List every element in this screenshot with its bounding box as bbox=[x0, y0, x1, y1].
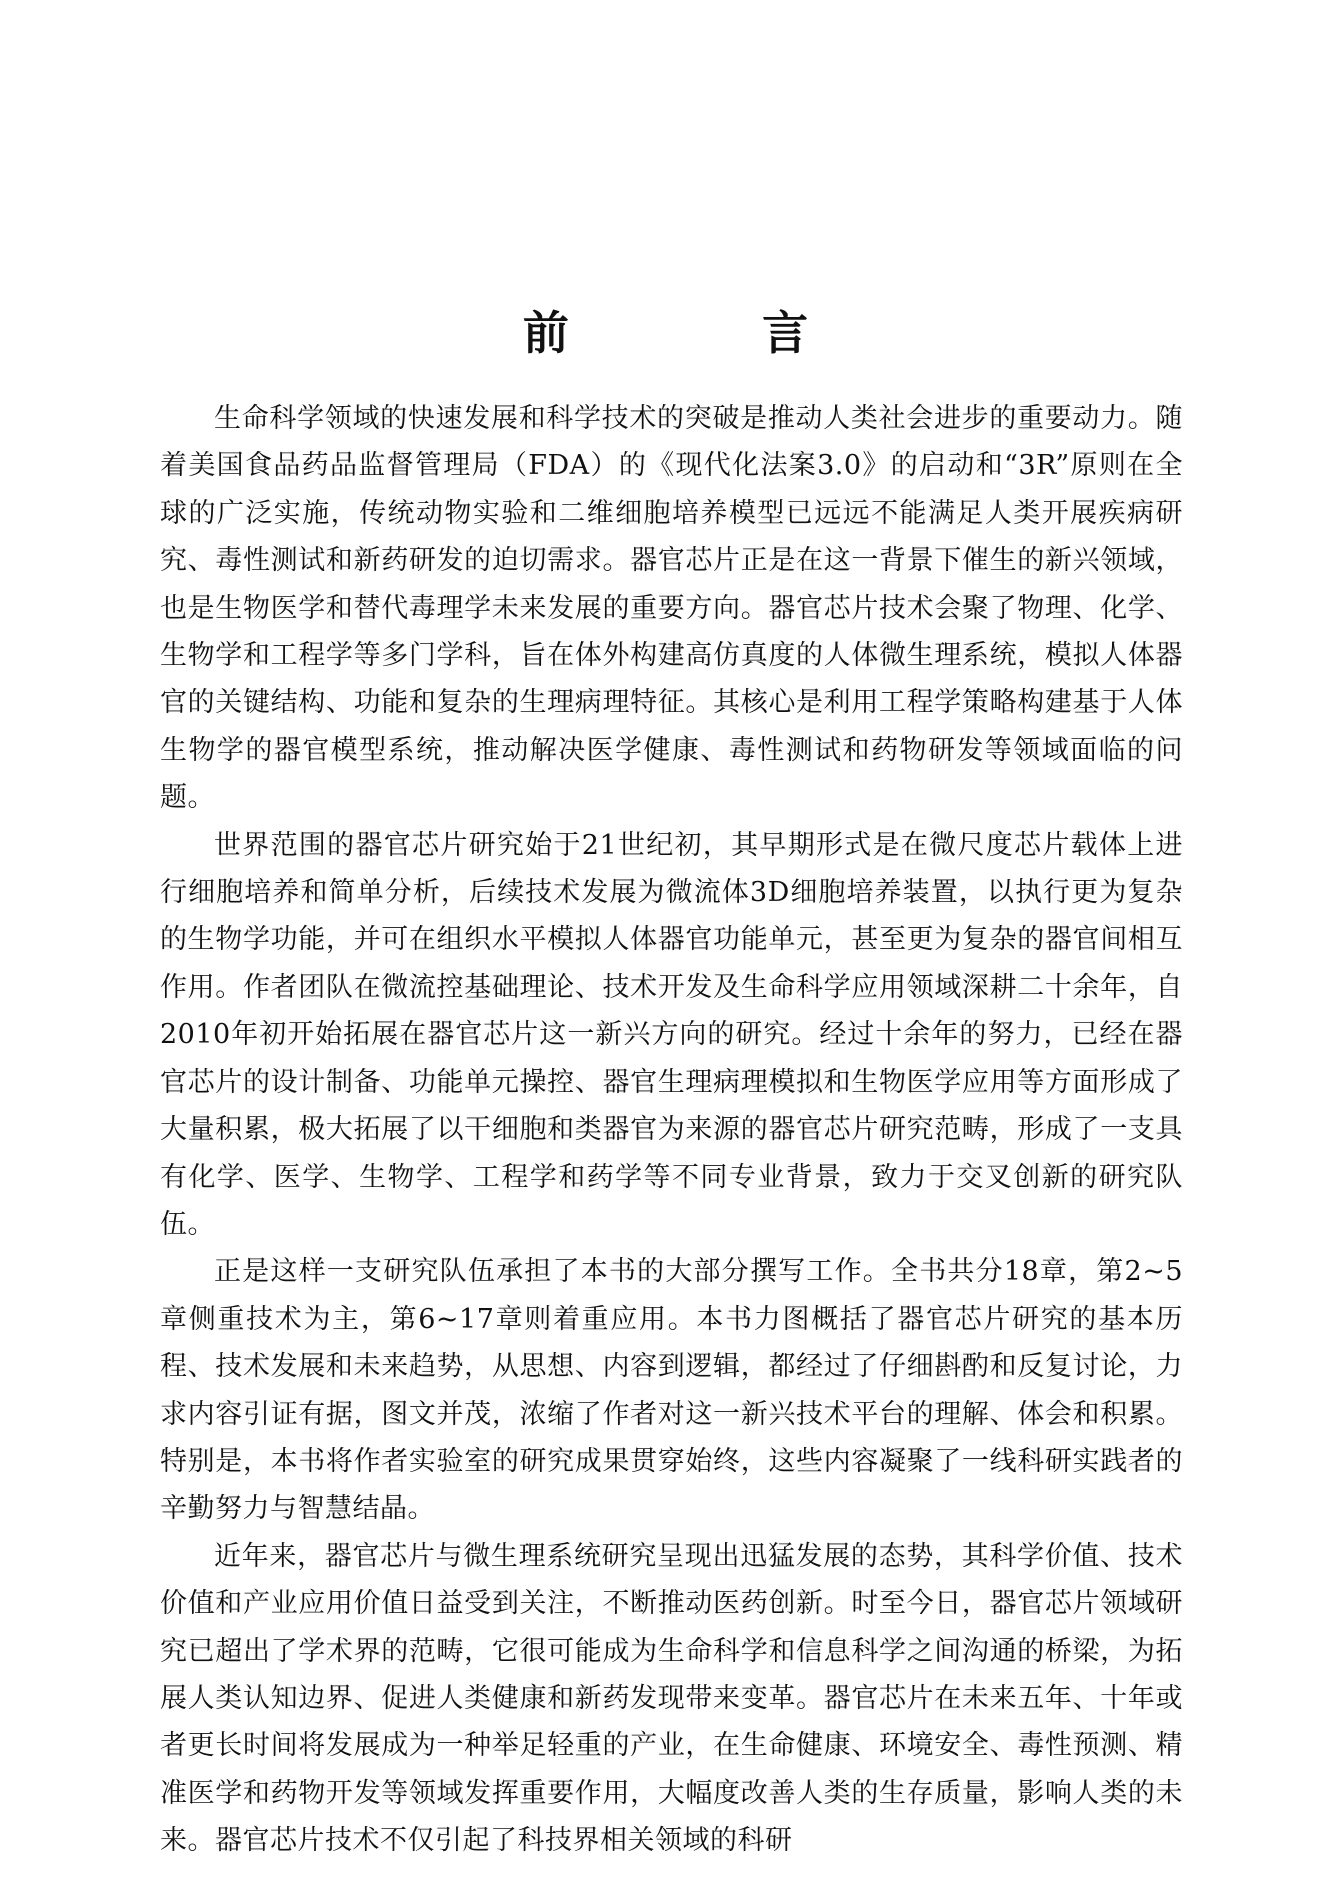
paragraph-4: 近年来，器官芯片与微生理系统研究呈现出迅猛发展的态势，其科学价值、技术价值和产业应用价值日益受到关注，不断推动医药创新。时至今日，器官芯片领域研究已超出了学术界的范畴，它很可能成为生命科学和信息科学之间沟通的桥梁，为拓展人类认知边界、促进人类健康和新药发现带来变革。器官芯片在未来五年、十年或者更长时间将发展成为一种举足轻重的产业，在生命健康、环境安全、毒性预测、精准医学和药物开发等领域发挥重要作用，大幅度改善人类的生存质量，影响人类的未来。器官芯片技术不仅引起了科技界相关领域的科研 bbox=[160, 1540, 1183, 1857]
page-title: 前 言 bbox=[522, 305, 882, 360]
paragraph-2: 世界范围的器官芯片研究始于21世纪初，其早期形式是在微尺度芯片载体上进行细胞培养和简单分析，后续技术发展为微流体3D细胞培养装置，以执行更为复杂的生物学功能，并可在组织水平模拟人体器官功能单元，甚至更为复杂的器官间相互作用。作者团队在微流控基础理论、技术开发及生命科学应用领域深耕二十余年，自2010年初开始拓展在器官芯片这一新兴方向的研究。经过十余年的努力，已经在器官芯片的设计制备、功能单元操控、器官生理病理模拟和生物医学应用等方面形成了大量积累，极大拓展了以干细胞和类器官为来源的器官芯片研究范畴，形成了一支具有化学、医学、生物学、工程学和药学等不同专业背景，致力于交叉创新的研究队伍。 bbox=[160, 829, 1183, 1240]
paragraph-1: 生命科学领域的快速发展和科学技术的突破是推动人类社会进步的重要动力。随着美国食品药品监督管理局（FDA）的《现代化法案3.0》的启动和“3R”原则在全球的广泛实施，传统动物实验和二维细胞培养模型已远远不能满足人类开展疾病研究、毒性测试和新药研发的迫切需求。器官芯片正是在这一背景下催生的新兴领域，也是生物医学和替代毒理学未来发展的重要方向。器官芯片技术会聚了物理、化学、生物学和工程学等多门学科，旨在体外构建高仿真度的人体微生理系统，模拟人体器官的关键结构、功能和复杂的生理病理特征。其核心是利用工程学策略构建基于人体生物学的器官模型系统，推动解决医学健康、毒性测试和药物研发等领域面临的问题。 bbox=[160, 403, 1183, 814]
paragraph-3: 正是这样一支研究队伍承担了本书的大部分撰写工作。全书共分18章，第2~5章侧重技术为主，第6~17章则着重应用。本书力图概括了器官芯片研究的基本历程、技术发展和未来趋势，从思想、内容到逻辑，都经过了仔细斟酌和反复讨论，力求内容引证有据，图文并茂，浓缩了作者对这一新兴技术平台的理解、体会和积累。特别是，本书将作者实验室的研究成果贯穿始终，这些内容凝聚了一线科研实践者的辛勤努力与智慧结晶。 bbox=[160, 1256, 1183, 1525]
preface-body bbox=[160, 395, 1183, 1865]
